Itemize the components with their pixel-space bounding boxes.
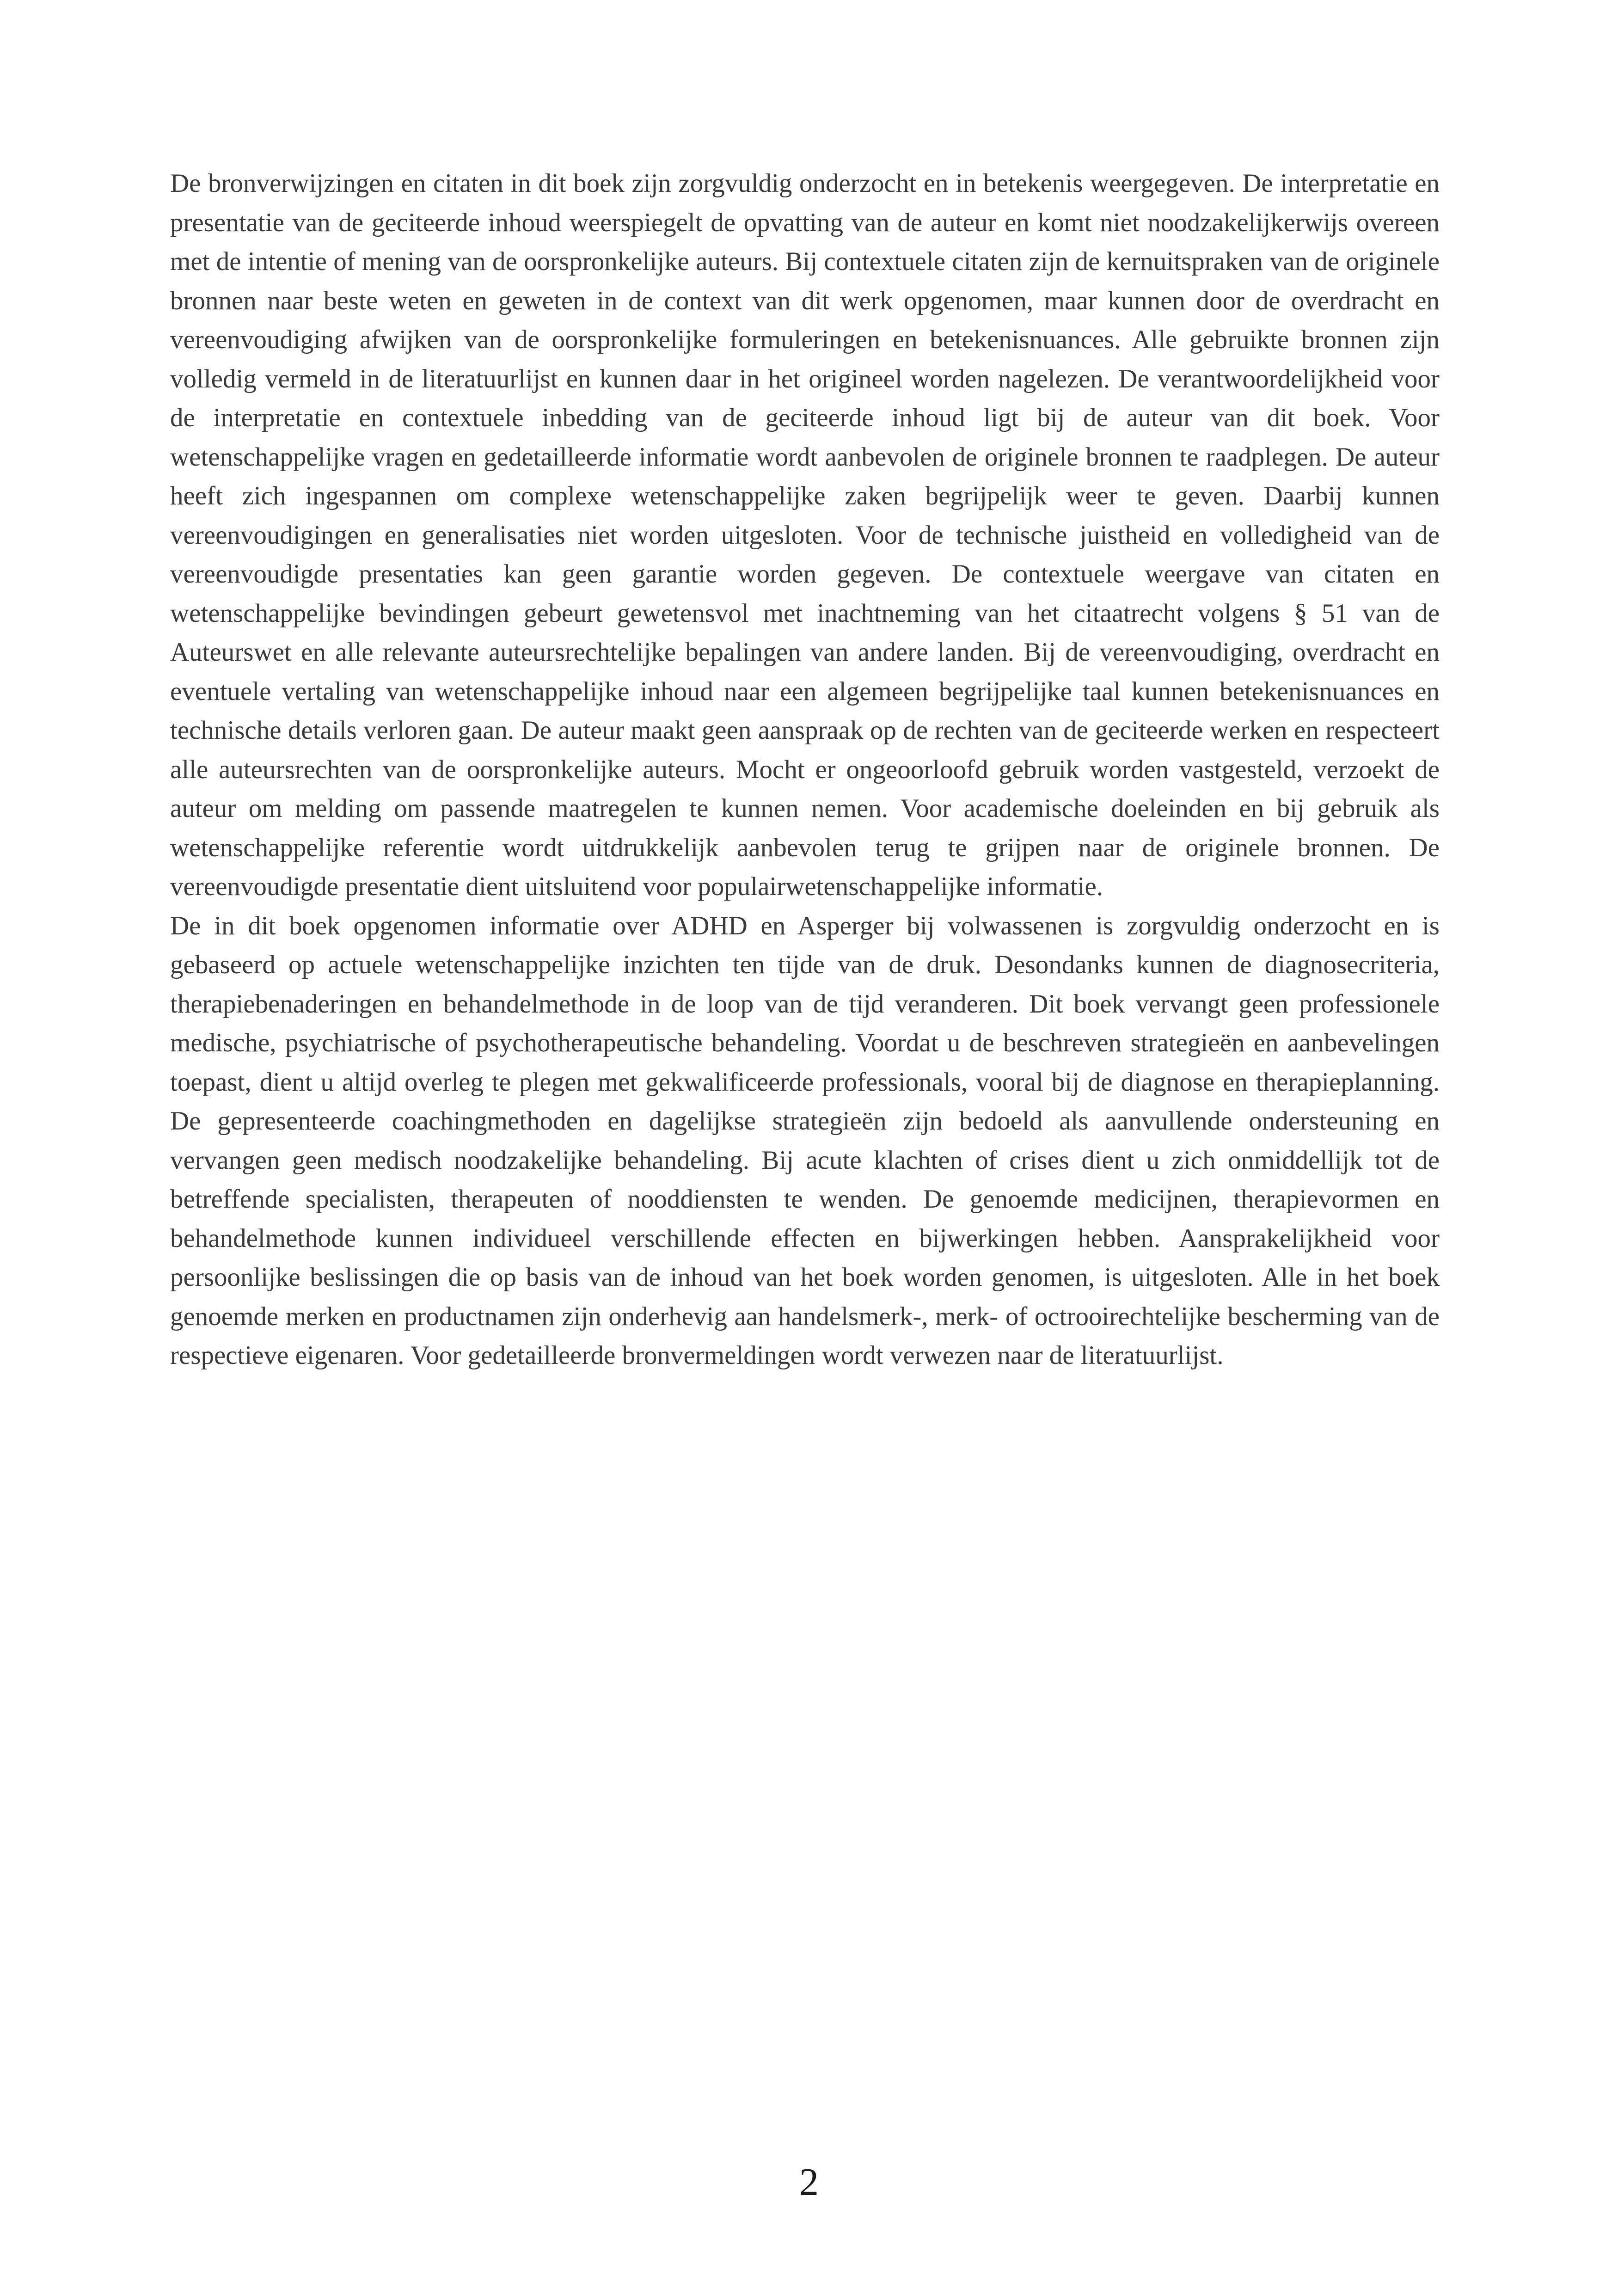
- page-number: 2: [799, 2161, 819, 2204]
- body-text: [170, 164, 1440, 1375]
- paragraph-medical-disclaimer: De in dit boek opgenomen informatie over ADHD en Asperger bij volwassenen is zorgvuldig onderzocht en is gebaseerd op actuele wetenschappelijke inzichten ten tijde van de druk. Desondanks kunnen de diagnosecriteria, therapiebenaderingen en behandelmethode in de loop van de tijd veranderen. Dit boek vervangt geen professionele medische, psychiatrische of psychotherapeutische behandeling. Voordat u de beschreven strategieën en aanbevelingen toepast, dient u altijd overleg te plegen met gekwalificeerde professionals, vooral bij de diagnose en therapieplanning. De gepresenteerde coachingmethoden en dagelijkse strategieën zijn bedoeld als aanvullende ondersteuning en vervangen geen medisch noodzakelijke behandeling. Bij acute klachten of crises dient u zich onmiddellijk tot de betreffende specialisten, therapeuten of nooddiensten te wenden. De genoemde medicijnen, therapievormen en behandelmethode kunnen individueel verschillende effecten en bijwerkingen hebben. Aansprakelijkheid voor persoonlijke beslissingen die op basis van de inhoud van het boek worden genomen, is uitgesloten. Alle in het boek genoemde merken en productnamen zijn onderhevig aan handelsmerk-, merk- of octrooirechtelijke bescherming van de respectieve eigenaren. Voor gedetailleerde bronvermeldingen wordt verwezen naar de literatuurlijst.: [170, 911, 1440, 1370]
- paragraph-source-disclaimer: De bronverwijzingen en citaten in dit boek zijn zorgvuldig onderzocht en in betekenis weergegeven. De interpretatie en presentatie van de geciteerde inhoud weerspiegelt de opvatting van de auteur en komt niet noodzakelijkerwijs overeen met de intentie of mening van de oorspronkelijke auteurs. Bij contextuele citaten zijn de kernuitspraken van de originele bronnen naar beste weten en geweten in de context van dit werk opgenomen, maar kunnen door de overdracht en vereenvoudiging afwijken van de oorspronkelijke formuleringen en betekenisnuances. Alle gebruikte bronnen zijn volledig vermeld in de literatuurlijst en kunnen daar in het origineel worden nagelezen. De verantwoordelijkheid voor de interpretatie en contextuele inbedding van de geciteerde inhoud ligt bij de auteur van dit boek. Voor wetenschappelijke vragen en gedetailleerde informatie wordt aanbevolen de originele bronnen te raadplegen. De auteur heeft zich ingespannen om complexe wetenschappelijke zaken begrijpelijk weer te geven. Daarbij kunnen vereenvoudigingen en generalisaties niet worden uitgesloten. Voor de technische juistheid en volledigheid van de vereenvoudigde presentaties kan geen garantie worden gegeven. De contextuele weergave van citaten en wetenschappelijke bevindingen gebeurt gewetensvol met inachtneming van het citaatrecht volgens § 51 van de Auteurswet en alle relevante auteursrechtelijke bepalingen van andere landen. Bij de vereenvoudiging, overdracht en eventuele vertaling van wetenschappelijke inhoud naar een algemeen begrijpelijke taal kunnen betekenisnuances en technische details verloren gaan. De auteur maakt geen aanspraak op de rechten van de geciteerde werken en respecteert alle auteursrechten van de oorspronkelijke auteurs. Mocht er ongeoorloofd gebruik worden vastgesteld, verzoekt de auteur om melding om passende maatregelen te kunnen nemen. Voor academische doeleinden en bij gebruik als wetenschappelijke referentie wordt uitdrukkelijk aanbevolen terug te grijpen naar de originele bronnen. De vereenvoudigde presentatie dient uitsluitend voor populairwetenschappelijke informatie.: [170, 169, 1440, 901]
